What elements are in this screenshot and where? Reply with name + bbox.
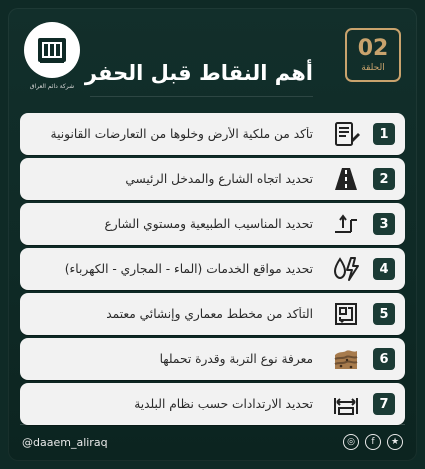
- list-item-number: 5: [373, 303, 395, 325]
- list-item: [20, 113, 405, 155]
- instagram-icon[interactable]: ◎: [343, 434, 359, 450]
- water-electric-icon: [327, 253, 365, 285]
- list-item: [20, 158, 405, 200]
- list-item-number: 2: [373, 168, 395, 190]
- level-up-icon: [327, 208, 365, 240]
- list-item-text: تأكد من ملكية الأرض وخلوها من التعارضات القانونية: [50, 127, 313, 141]
- social-icons: [343, 434, 403, 450]
- list-item: [20, 338, 405, 380]
- facebook-icon[interactable]: f: [365, 434, 381, 450]
- list-item-number: 1: [373, 123, 395, 145]
- lesson-badge: [345, 28, 401, 82]
- document-pen-icon: [327, 118, 365, 150]
- soil-layers-icon: [327, 343, 365, 375]
- lesson-number: 02: [357, 36, 389, 61]
- list-item: [20, 383, 405, 425]
- list-item-number: 3: [373, 213, 395, 235]
- social-handle[interactable]: @daaem_aliraq: [22, 436, 108, 449]
- list-item: [20, 248, 405, 290]
- list-item-number: 4: [373, 258, 395, 280]
- list-item-text: معرفة نوع التربة وقدرة تحملها: [159, 352, 313, 366]
- lesson-label: الحلقة: [361, 63, 385, 73]
- blueprint-icon: [327, 298, 365, 330]
- list-item: [20, 293, 405, 335]
- list-item-number: 6: [373, 348, 395, 370]
- footer-divider: [20, 424, 405, 425]
- page-title: أهم النقاط قبل الحفر: [84, 61, 313, 85]
- list-item: [20, 203, 405, 245]
- road-icon: [327, 163, 365, 195]
- list-item-text: تحديد الارتدادات حسب نظام البلدية: [134, 397, 313, 411]
- checklist: [20, 113, 405, 425]
- list-item-text: التأكد من مخطط معماري وإنشائي معتمد: [106, 307, 313, 321]
- list-item-number: 7: [373, 393, 395, 415]
- title-divider: [90, 96, 313, 97]
- list-item-text: تحديد اتجاه الشارع والمدخل الرئيسي: [125, 172, 313, 186]
- list-item-text: تحديد المناسيب الطبيعية ومستوي الشارع: [104, 217, 313, 231]
- star-icon[interactable]: ★: [387, 434, 403, 450]
- setback-icon: [327, 388, 365, 420]
- list-item-text: تحديد مواقع الخدمات (الماء - المجاري - الكهرباء): [64, 262, 313, 276]
- logo-text: شركة دائم العراق: [29, 83, 75, 90]
